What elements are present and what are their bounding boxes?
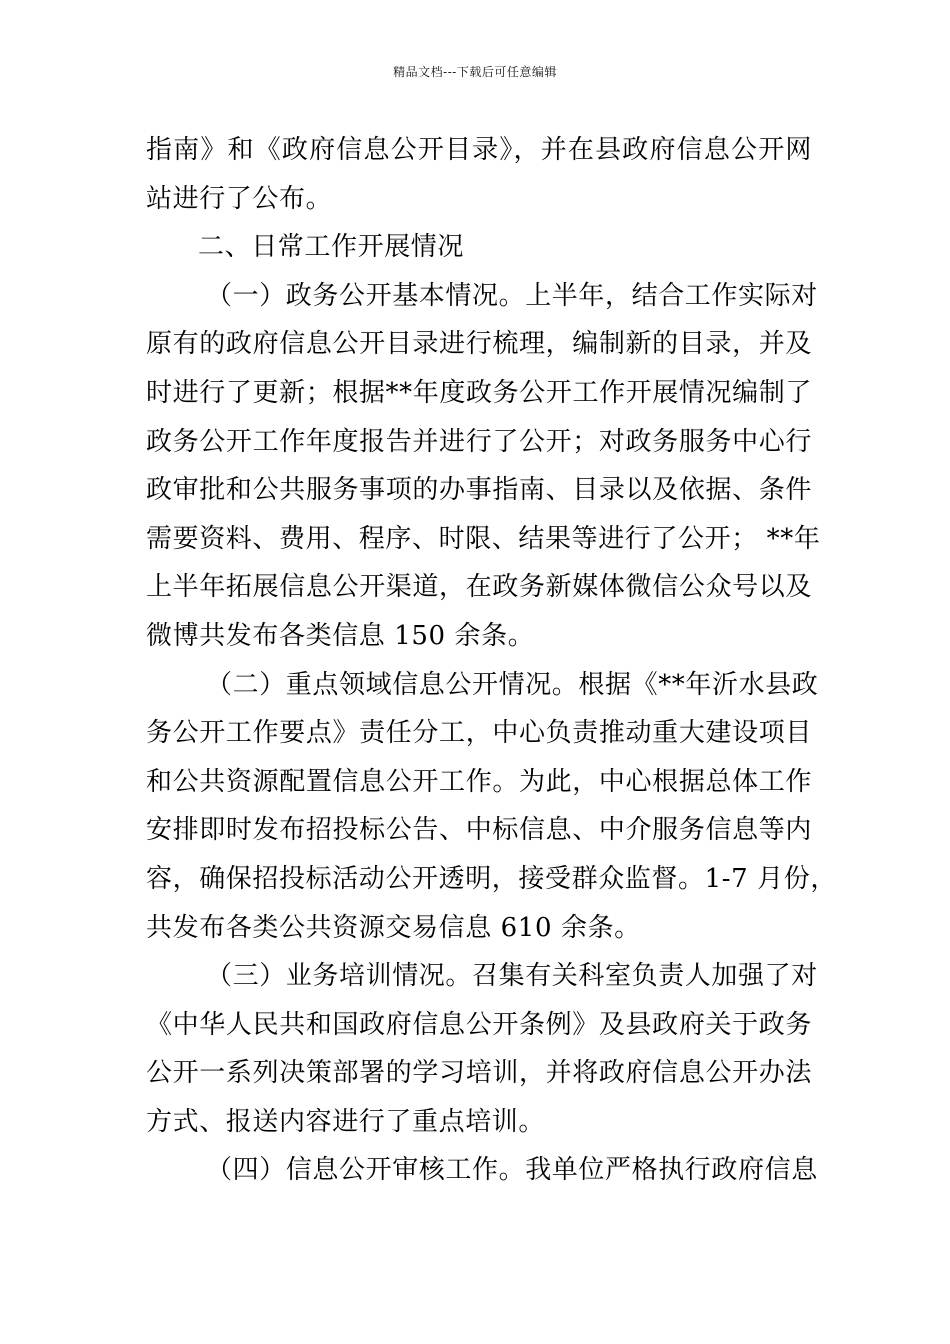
- text-line-7: 政务公开工作年度报告并进行了公开；对政务服务中心行: [146, 426, 812, 457]
- text-line-21: 方式、报送内容进行了重点培训。: [146, 1106, 546, 1137]
- text-line-8: 政审批和公共服务事项的办事指南、目录以及依据、条件: [146, 475, 812, 506]
- text-line-13: 务公开工作要点》责任分工，中心负责推动重大建设项目: [146, 718, 812, 749]
- text-line-11: 微博共发布各类信息 150 余条。: [146, 620, 535, 651]
- paragraph-2-start: （二）重点领域信息公开情况。根据《**年沂水县政: [206, 669, 819, 700]
- text-line-16: 容，确保招投标活动公开透明，接受群众监督。1-7 月份，: [146, 863, 837, 894]
- text-line-9: 需要资料、费用、程序、时限、结果等进行了公开； **年: [146, 523, 821, 554]
- text-line-14: 和公共资源配置信息公开工作。为此，中心根据总体工作: [146, 766, 812, 797]
- paragraph-3-start: （三）业务培训情况。召集有关科室负责人加强了对: [206, 961, 818, 992]
- text-line-10: 上半年拓展信息公开渠道，在政务新媒体微信公众号以及: [146, 572, 812, 603]
- text-line-19: 《中华人民共和国政府信息公开条例》及县政府关于政务: [146, 1009, 812, 1040]
- text-line-6: 时进行了更新；根据**年度政务公开工作开展情况编制了: [146, 377, 812, 408]
- text-line-15: 安排即时发布招投标公告、中标信息、中介服务信息等内: [146, 815, 812, 846]
- text-line-20: 公开一系列决策部署的学习培训，并将政府信息公开办法: [146, 1058, 812, 1089]
- text-line-2: 站进行了公布。: [146, 183, 333, 214]
- text-line-17: 共发布各类公共资源交易信息 610 余条。: [146, 912, 641, 943]
- paragraph-1-start: （一）政务公开基本情况。上半年，结合工作实际对: [206, 280, 818, 311]
- text-line-1: 指南》和《政府信息公开目录》，并在县政府信息公开网: [146, 135, 812, 165]
- text-line-5: 原有的政府信息公开目录进行梳理，编制新的目录，并及: [146, 329, 812, 360]
- paragraph-4-start: （四）信息公开审核工作。我单位严格执行政府信息: [206, 1155, 818, 1186]
- page-header: 精品文档---下载后可任意编辑: [393, 65, 557, 79]
- document-body: [146, 126, 837, 1195]
- section-heading-2: 二、日常工作开展情况: [198, 232, 465, 263]
